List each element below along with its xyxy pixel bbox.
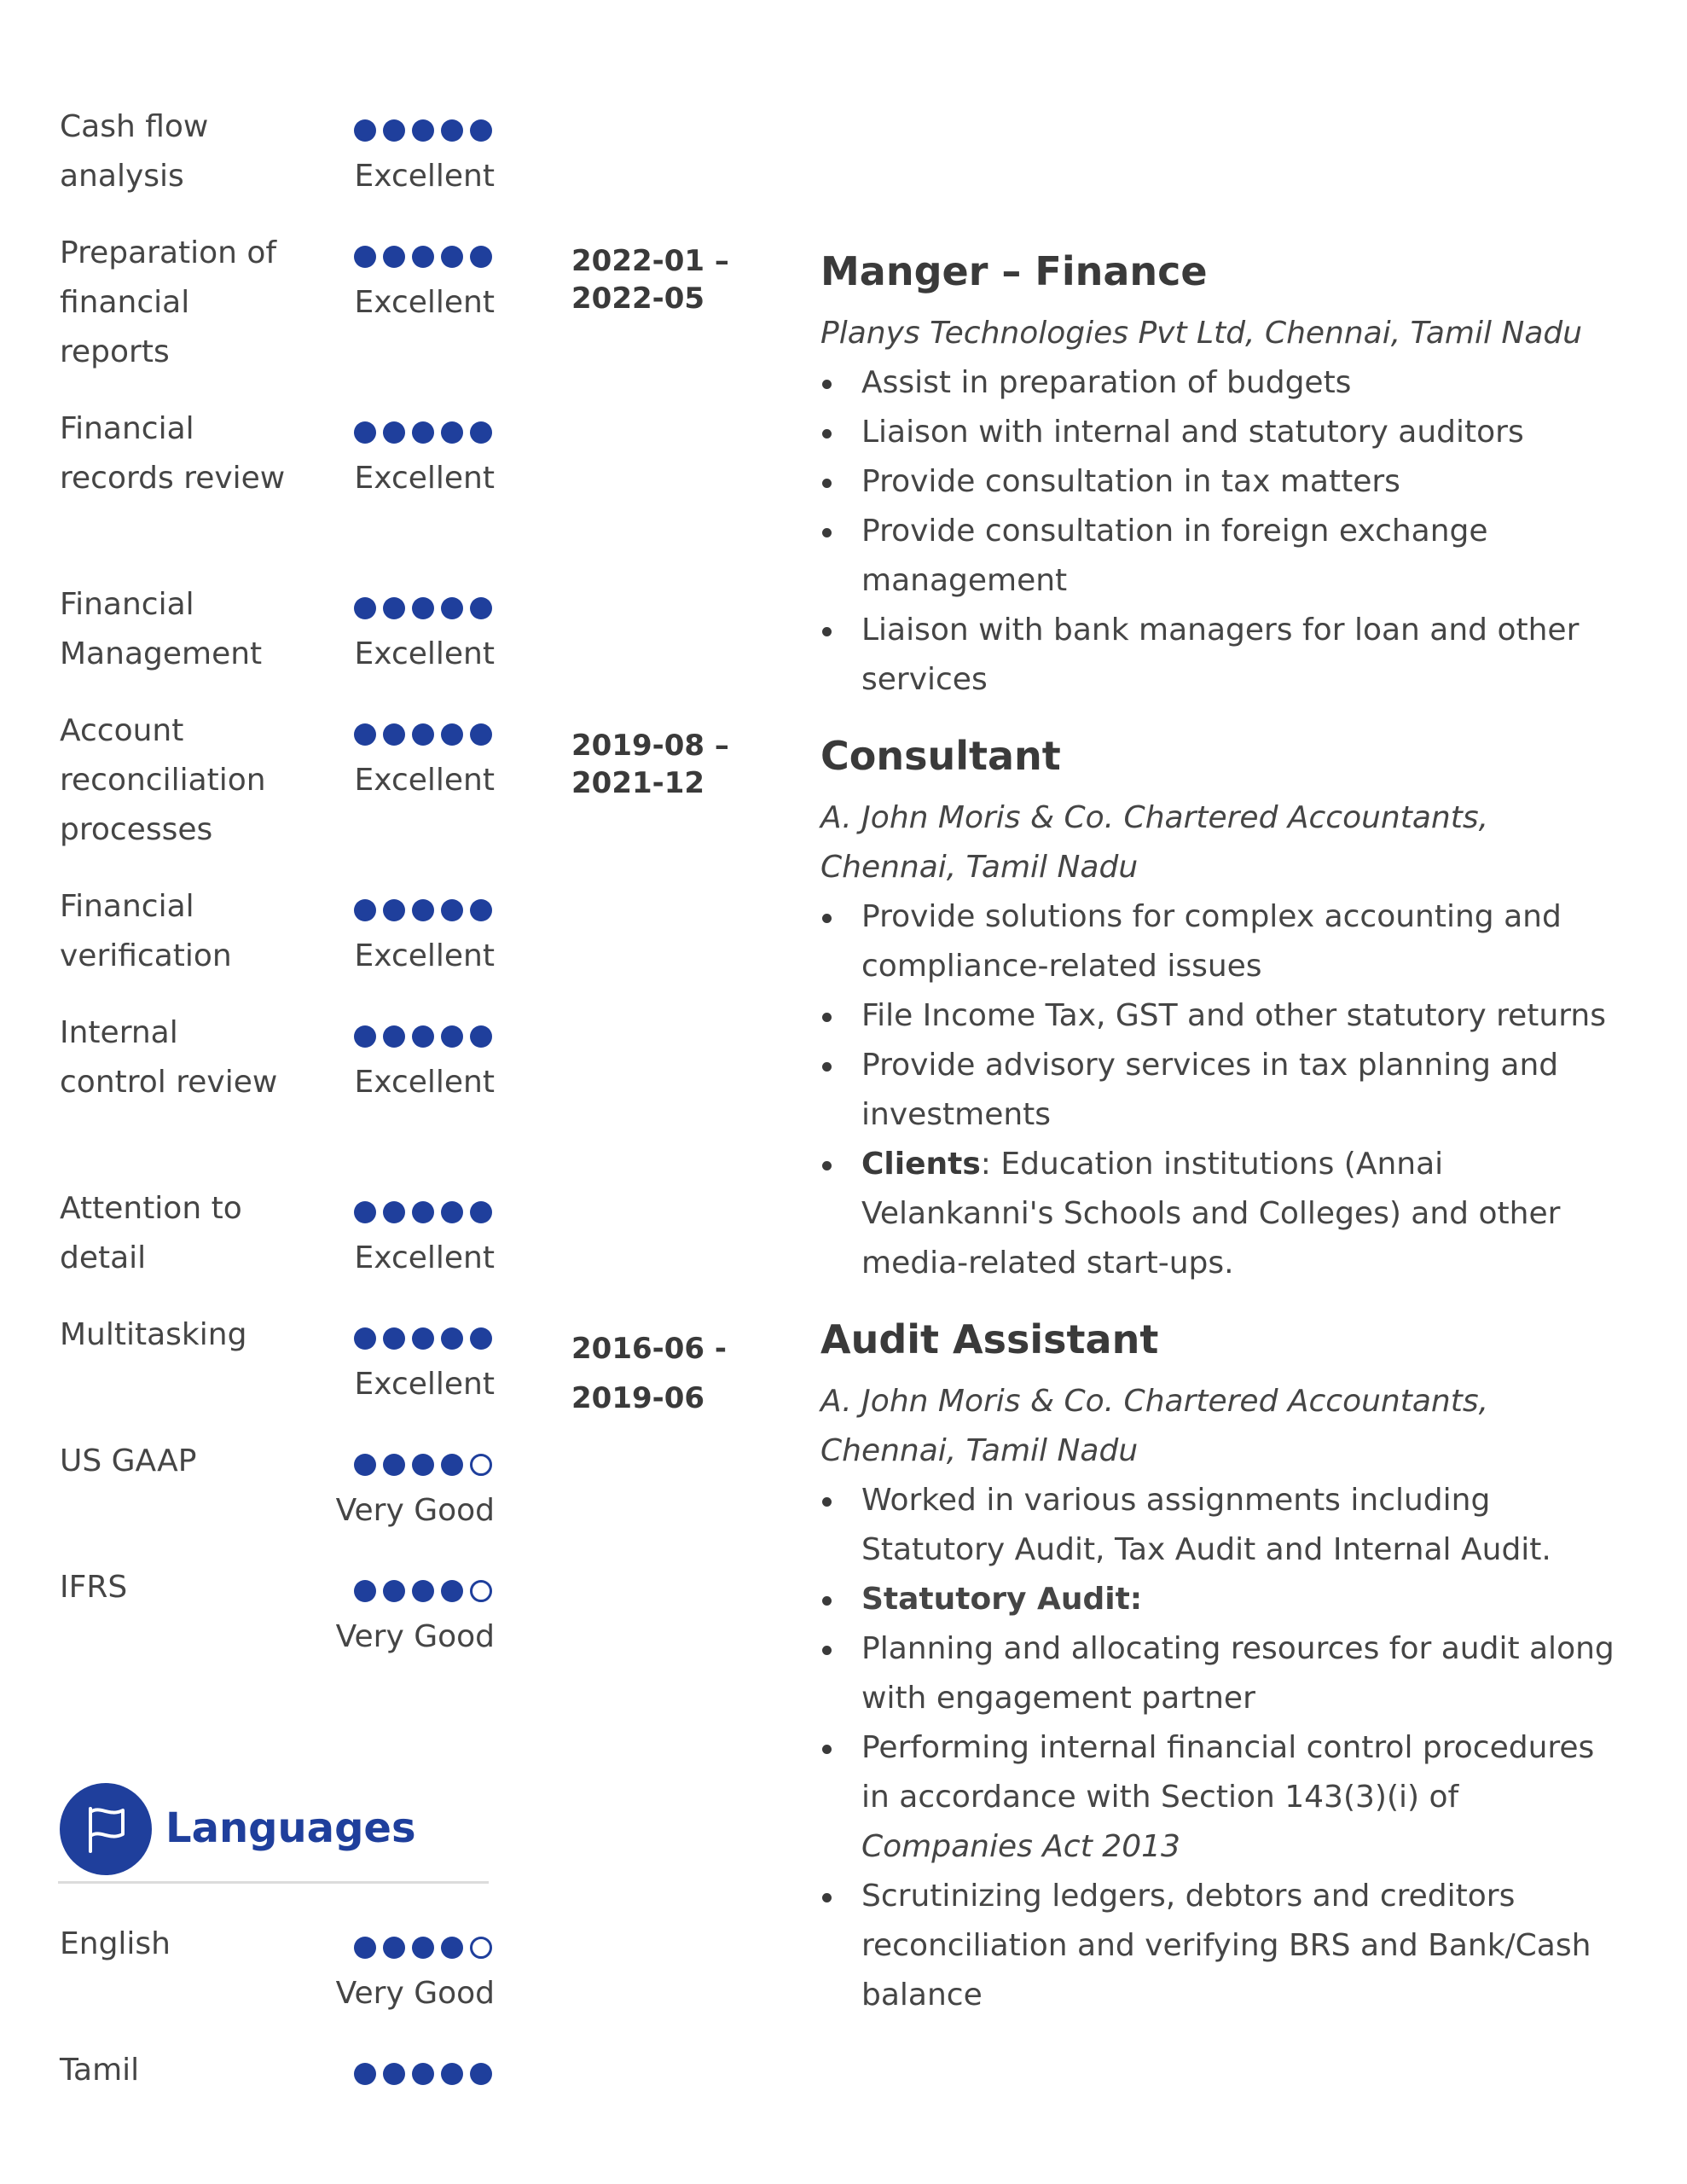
language-level: Very Good — [335, 1976, 495, 2011]
rating-dot-filled — [383, 597, 405, 619]
rating-dot-filled — [383, 1025, 405, 1048]
languages-title: Languages — [165, 1804, 416, 1852]
rating-dot-filled — [470, 723, 492, 746]
date-start: 2019-08 – — [571, 729, 729, 763]
list-item: Planning and allocating resources for audit along with engagement partner — [820, 1624, 1631, 1723]
rating-dot-filled — [412, 1454, 434, 1476]
rating-dot-filled — [470, 246, 492, 268]
language-rating-dots — [354, 1937, 495, 1962]
skill-rating-dots — [354, 597, 495, 623]
skill-level: Excellent — [354, 763, 495, 798]
rating-dot-filled — [441, 421, 463, 444]
rating-dot-filled — [470, 1327, 492, 1350]
rating-dot-filled — [354, 2063, 376, 2085]
skill-rating-dots — [354, 421, 495, 447]
act-name: Companies Act 2013 — [861, 1829, 1180, 1864]
rating-dot-filled — [441, 1327, 463, 1350]
list-item: File Income Tax, GST and other statutory returns — [820, 991, 1631, 1041]
rating-dot-filled — [383, 1454, 405, 1476]
rating-dot-filled — [470, 899, 492, 921]
rating-dot-filled — [354, 723, 376, 746]
rating-dot-filled — [354, 1454, 376, 1476]
rating-dot-filled — [383, 421, 405, 444]
rating-dot-filled — [441, 246, 463, 268]
skill-name: Financial Management — [60, 587, 263, 671]
rating-dot-filled — [412, 723, 434, 746]
rating-dot-filled — [441, 723, 463, 746]
date-start: 2022-01 – — [571, 244, 729, 278]
rating-dot-filled — [470, 421, 492, 444]
skill-level: Excellent — [354, 159, 495, 194]
skill-rating-dots — [354, 1454, 495, 1479]
responsibilities-list — [820, 1476, 1631, 2020]
languages-header — [60, 1783, 490, 1885]
responsibilities-list — [820, 358, 1631, 705]
skill-level: Excellent — [354, 1065, 495, 1100]
list-item: Liaison with internal and statutory auditors — [820, 408, 1631, 457]
skill-level: Excellent — [354, 938, 495, 973]
list-item: Worked in various assignments including Statutory Audit, Tax Audit and Internal Audit. — [820, 1476, 1631, 1575]
language-name: English — [60, 1926, 171, 1961]
company: Planys Technologies Pvt Ltd, Chennai, Tamil Nadu — [820, 316, 1583, 351]
list-item: Provide advisory services in tax planning and investments — [820, 1041, 1631, 1140]
rating-dot-filled — [412, 899, 434, 921]
list-item: Provide consultation in tax matters — [820, 457, 1631, 507]
date-start: 2016-06 - — [571, 1332, 728, 1366]
rating-dot-filled — [441, 597, 463, 619]
experience-entry — [820, 246, 1631, 705]
skill-rating-dots — [354, 1025, 495, 1051]
skill-rating-dots — [354, 723, 495, 749]
rating-dot-filled — [354, 1201, 376, 1223]
rating-dot-filled — [383, 119, 405, 142]
skill-name: Account reconciliation processes — [60, 713, 266, 847]
skill-level: Excellent — [354, 1367, 495, 1402]
rating-dot-empty — [470, 1580, 492, 1602]
skill-rating-dots — [354, 1580, 495, 1606]
skill-level: Very Good — [335, 1493, 495, 1528]
skill-rating-dots — [354, 899, 495, 925]
rating-dot-filled — [354, 899, 376, 921]
skill-rating-dots — [354, 1201, 495, 1227]
experience-entry — [820, 730, 1631, 1288]
clients-text: : Education institutions (Annai Velankanni's Schools and Colleges) and other media-related start-ups. — [861, 1147, 1561, 1281]
rating-dot-filled — [412, 1937, 434, 1959]
skill-level: Excellent — [354, 636, 495, 671]
list-item — [820, 1140, 1631, 1288]
rating-dot-filled — [383, 1327, 405, 1350]
rating-dot-empty — [470, 1454, 492, 1476]
rating-dot-filled — [412, 421, 434, 444]
company-location: Chennai, Tamil Nadu — [820, 1433, 1139, 1468]
job-title: Audit Assistant — [820, 1316, 1159, 1362]
job-title: Consultant — [820, 733, 1061, 779]
clients-label: Clients — [861, 1147, 981, 1182]
rating-dot-filled — [441, 1201, 463, 1223]
date-end: 2019-06 — [571, 1381, 705, 1415]
rating-dot-filled — [383, 246, 405, 268]
rating-dot-filled — [470, 1025, 492, 1048]
list-item: Provide solutions for complex accounting and compliance-related issues — [820, 892, 1631, 991]
list-item: Provide consultation in foreign exchange management — [820, 507, 1631, 606]
skill-name: Financial verification — [60, 889, 232, 973]
rating-dot-filled — [354, 421, 376, 444]
skill-name: Financial records review — [60, 411, 286, 496]
skill-name: US GAAP — [60, 1443, 197, 1478]
skill-level: Very Good — [335, 1619, 495, 1654]
skill-name: Cash flow analysis — [60, 109, 209, 194]
section-divider — [58, 1881, 489, 1884]
skill-level: Excellent — [354, 1240, 495, 1275]
rating-dot-filled — [412, 246, 434, 268]
job-dates — [571, 242, 742, 317]
company-location: Chennai, Tamil Nadu — [820, 850, 1139, 885]
rating-dot-filled — [412, 1201, 434, 1223]
rating-dot-filled — [412, 1025, 434, 1048]
rating-dot-filled — [383, 899, 405, 921]
rating-dot-filled — [383, 1580, 405, 1602]
rating-dot-filled — [412, 119, 434, 142]
job-title: Manger – Finance — [820, 248, 1208, 294]
company: A. John Moris & Co. Chartered Accountants, — [820, 800, 1489, 835]
rating-dot-filled — [383, 723, 405, 746]
rating-dot-filled — [354, 1937, 376, 1959]
job-dates — [571, 727, 742, 802]
rating-dot-filled — [412, 1580, 434, 1602]
rating-dot-filled — [412, 2063, 434, 2085]
rating-dot-filled — [441, 119, 463, 142]
rating-dot-empty — [470, 1937, 492, 1959]
rating-dot-filled — [441, 2063, 463, 2085]
rating-dot-filled — [441, 1454, 463, 1476]
date-end: 2021-12 — [571, 766, 705, 800]
skill-rating-dots — [354, 1327, 495, 1353]
rating-dot-filled — [354, 1580, 376, 1602]
responsibilities-list — [820, 892, 1631, 1288]
date-end: 2022-05 — [571, 282, 705, 316]
list-item: Liaison with bank managers for loan and other services — [820, 606, 1631, 705]
company: A. John Moris & Co. Chartered Accountants, — [820, 1384, 1489, 1419]
rating-dot-filled — [383, 1201, 405, 1223]
language-name: Tamil — [60, 2053, 140, 2088]
skill-rating-dots — [354, 119, 495, 145]
list-item: Statutory Audit: — [820, 1575, 1631, 1624]
language-rating-dots — [354, 2063, 495, 2088]
list-item: Assist in preparation of budgets — [820, 358, 1631, 408]
skill-rating-dots — [354, 246, 495, 271]
list-item-text: Performing internal financial control procedures in accordance with Section 143(3)(i) of — [861, 1730, 1595, 1815]
skill-name: IFRS — [60, 1570, 128, 1605]
rating-dot-filled — [441, 1580, 463, 1602]
rating-dot-filled — [470, 1201, 492, 1223]
experience-entry — [820, 1314, 1631, 2020]
rating-dot-filled — [354, 597, 376, 619]
rating-dot-filled — [354, 1025, 376, 1048]
rating-dot-filled — [354, 246, 376, 268]
skill-level: Excellent — [354, 461, 495, 496]
rating-dot-filled — [441, 1025, 463, 1048]
list-item: Scrutinizing ledgers, debtors and creditors reconciliation and verifying BRS and Bank/Cash balance — [820, 1872, 1631, 2020]
rating-dot-filled — [470, 119, 492, 142]
list-item — [820, 1723, 1631, 1872]
skill-name: Multitasking — [60, 1317, 247, 1352]
rating-dot-filled — [383, 2063, 405, 2085]
skill-name: Preparation of financial reports — [60, 235, 277, 369]
flag-icon — [60, 1783, 152, 1875]
rating-dot-filled — [412, 597, 434, 619]
rating-dot-filled — [354, 1327, 376, 1350]
rating-dot-filled — [383, 1937, 405, 1959]
skill-name: Attention to detail — [60, 1191, 242, 1275]
rating-dot-filled — [354, 119, 376, 142]
rating-dot-filled — [470, 2063, 492, 2085]
skill-name: Internal control review — [60, 1015, 278, 1100]
rating-dot-filled — [441, 1937, 463, 1959]
rating-dot-filled — [470, 597, 492, 619]
rating-dot-filled — [412, 1327, 434, 1350]
skill-level: Excellent — [354, 285, 495, 320]
rating-dot-filled — [441, 899, 463, 921]
job-dates — [571, 1324, 742, 1423]
